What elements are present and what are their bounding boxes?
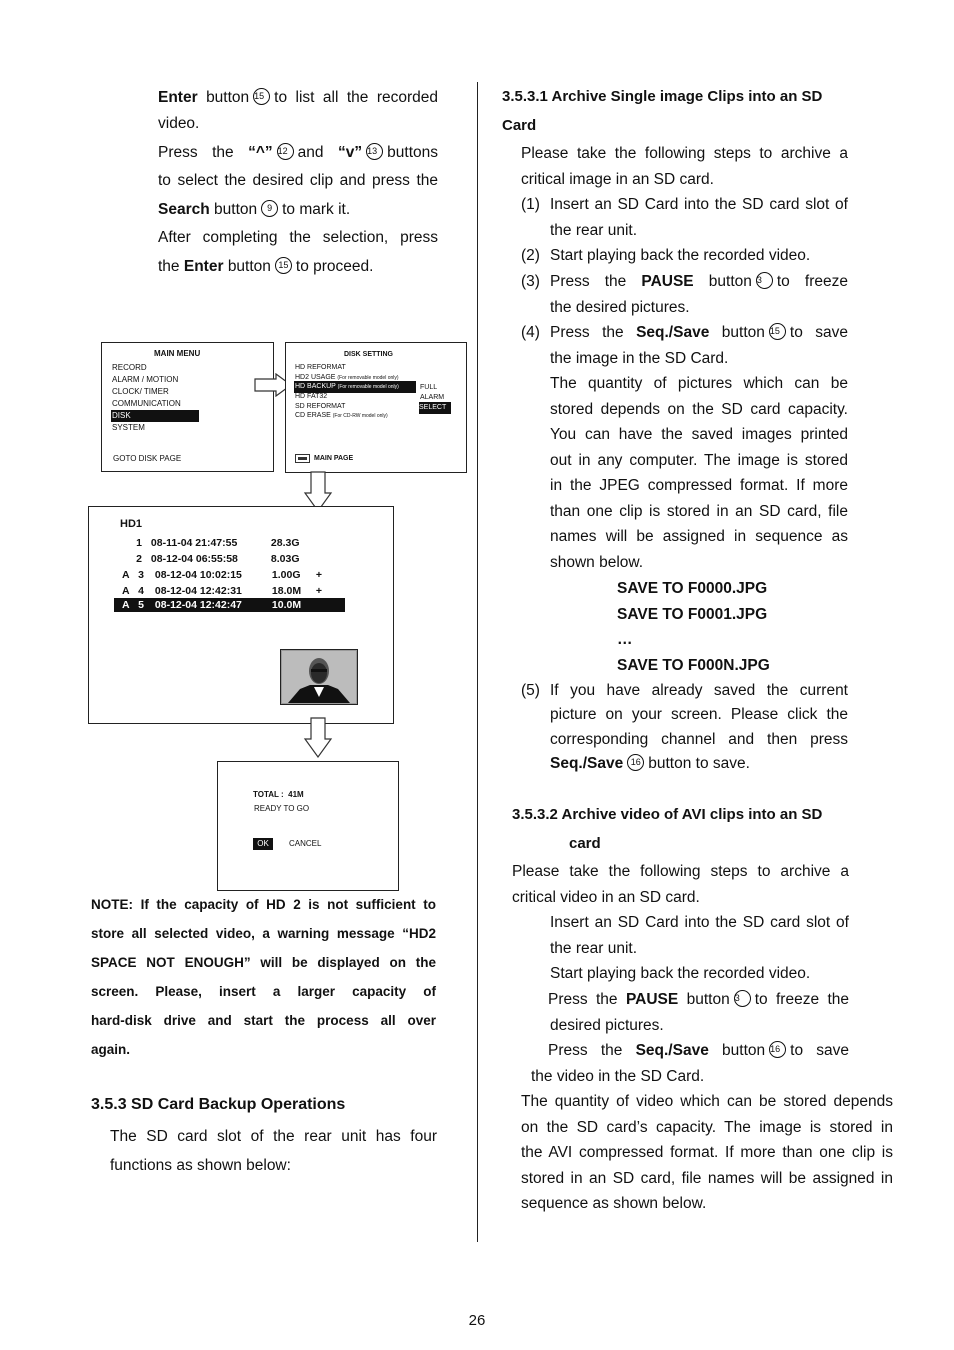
video-preview-thumbnail bbox=[280, 649, 358, 705]
ok-button[interactable]: OK bbox=[253, 838, 273, 850]
section-3-5-3-1-intro: Please take the following steps to archive a critical image in an SD card. bbox=[521, 145, 848, 188]
section-3-5-3-title: 3.5.3 SD Card Backup Operations bbox=[91, 1096, 346, 1113]
cancel-button[interactable]: CANCEL bbox=[289, 839, 322, 848]
total-label: TOTAL : 41M bbox=[253, 790, 304, 799]
keyboard-icon bbox=[295, 454, 310, 464]
cd-erase-item[interactable]: CD ERASE (For CD-RW model only) bbox=[295, 412, 388, 419]
alarm-value: ALARM bbox=[420, 394, 445, 401]
section-3-5-3-text: The SD card slot of the rear unit has four functions as shown below: bbox=[110, 1128, 437, 1174]
file-name-list: SAVE TO F0000.JPG SAVE TO F0001.JPG … SAVE TO F000N.JPG bbox=[617, 580, 770, 674]
intro-text: Enter button 15 to list all the recorded video. Press the “^” 12 and “v” 13 buttons to select the desired clip and press the Search button 9 to mark it. After completing the selection, press the Enter button 15 to proceed. bbox=[158, 89, 438, 275]
select-value[interactable]: SELECT bbox=[419, 402, 451, 414]
arrow-down-icon bbox=[303, 717, 333, 759]
table-row[interactable]: 2 08-12-04 06:55:58 8.03G bbox=[136, 553, 300, 565]
section-3-5-3-1-title: 3.5.3.1 Archive Single image Clips into an SD Card bbox=[502, 88, 823, 134]
hd-reformat-item[interactable]: HD REFORMAT bbox=[295, 364, 346, 371]
goto-disk-page[interactable]: GOTO DISK PAGE bbox=[113, 454, 182, 463]
hd-fat32-item[interactable]: HD FAT32 bbox=[295, 393, 328, 400]
section-3-5-3-2-title: 3.5.3.2 Archive video of AVI clips into an SD card bbox=[512, 806, 823, 852]
sd-reformat-item[interactable]: SD REFORMAT bbox=[295, 403, 346, 410]
main-page-link[interactable]: MAIN PAGE bbox=[314, 455, 354, 462]
section-3-5-3-2-step-a: Insert an SD Card into the SD card slot of the rear unit. Start playing back the recorded video. bbox=[550, 914, 849, 982]
menu-item-communication[interactable]: COMMUNICATION bbox=[112, 399, 181, 408]
section-3-5-3-2-quantity: The quantity of video which can be stored depends on the SD card’s capacity. The image is stored in the AVI compressed format. If more than one clip is stored in an SD card, file names will be assigned in sequence as shown below. bbox=[521, 1093, 893, 1212]
menu-item-clock[interactable]: CLOCK/ TIMER bbox=[112, 387, 169, 396]
page-number: 26 bbox=[468, 1312, 486, 1329]
disk-setting-screen bbox=[285, 342, 467, 473]
hd1-title: HD1 bbox=[120, 518, 143, 530]
hd2-usage-item[interactable]: HD2 USAGE (For removable model only) bbox=[295, 374, 399, 381]
section-3-5-3-2-step-d: Press the Seq./Save button 16 to save bbox=[548, 1042, 850, 1059]
table-row-selected[interactable]: A 5 08-12-04 12:42:47 10.0M bbox=[114, 598, 345, 612]
table-row[interactable]: A 3 08-12-04 10:02:15 1.00G + bbox=[122, 569, 323, 581]
menu-item-system[interactable]: SYSTEM bbox=[112, 423, 145, 432]
section-3-5-3-2-step-c: Press the PAUSE button 3 to freeze the desired pictures. bbox=[548, 991, 850, 1034]
section-3-5-3-2-step-d-cont: the video in the SD Card. bbox=[531, 1068, 705, 1085]
menu-item-disk[interactable]: DISK bbox=[111, 410, 199, 422]
column-divider bbox=[477, 82, 478, 1242]
confirm-screen bbox=[217, 761, 399, 891]
main-menu-title: MAIN MENU bbox=[154, 349, 201, 358]
hd-backup-item[interactable]: HD BACKUP (For removable model only) bbox=[294, 381, 416, 393]
menu-item-record[interactable]: RECORD bbox=[112, 363, 147, 372]
hd1-clip-list-screen bbox=[88, 506, 394, 724]
ready-to-go-text: READY TO GO bbox=[254, 804, 310, 813]
section-3-5-3-2-intro: Please take the following steps to archive a critical video in an SD card. bbox=[512, 863, 849, 906]
main-menu-screen bbox=[101, 342, 274, 472]
table-row[interactable]: A 4 08-12-04 12:42:31 18.0M + bbox=[122, 585, 323, 597]
table-row[interactable]: 1 08-11-04 21:47:55 28.3G bbox=[136, 537, 300, 549]
disk-setting-title: DISK SETTING bbox=[344, 351, 394, 358]
menu-item-alarm[interactable]: ALARM / MOTION bbox=[112, 375, 179, 384]
full-value: FULL bbox=[420, 384, 438, 391]
note-paragraph: NOTE: If the capacity of HD 2 is not sufficient to store all selected video, a warning message “HD2 SPACE NOT ENOUGH” will be displayed on the screen. Please, insert a larger capacity of hard-disk drive and start the process all over again. bbox=[91, 897, 436, 1057]
